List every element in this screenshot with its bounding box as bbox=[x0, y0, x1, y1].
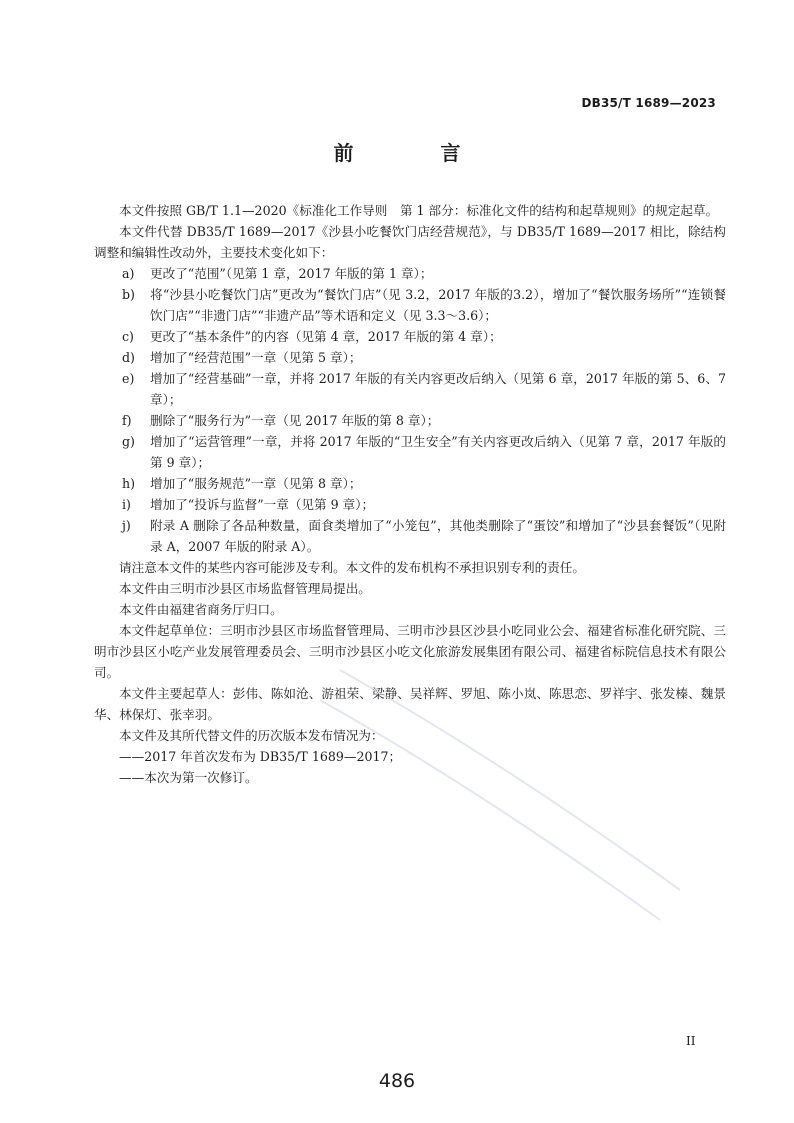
history-intro: 本文件及其所代替文件的历次版本发布情况为： bbox=[119, 728, 384, 743]
intro-paragraph-2: 本文件代替 DB35/T 1689—2017《沙县小吃餐饮门店经营规范》，与 DB35/T 1689—2017 相比，除结构调整和编辑性改动外，主要技术变化如下： bbox=[94, 224, 726, 260]
proposer-statement: 本文件由三明市沙县区市场监督管理局提出。 bbox=[119, 581, 371, 596]
list-item-mark: g) bbox=[122, 434, 135, 449]
list-item-mark: h) bbox=[122, 476, 136, 491]
list-item-text: 更改了“范围”（见第 1 章，2017 年版的第 1 章）； bbox=[150, 266, 433, 281]
list-item-mark: d) bbox=[122, 350, 135, 365]
list-item-mark: c) bbox=[122, 329, 134, 344]
standard-code: DB35/T 1689—2023 bbox=[581, 96, 716, 110]
list-item-text: 增加了“投诉与监督”一章（见第 9 章）； bbox=[150, 497, 375, 512]
changes-list bbox=[94, 263, 726, 557]
list-item bbox=[94, 494, 726, 515]
list-item bbox=[94, 473, 726, 494]
patent-notice: 请注意本文件的某些内容可能涉及专利。本文件的发布机构不承担识别专利的责任。 bbox=[119, 560, 585, 575]
history-item: ——2017 年首次发布为 DB35/T 1689—2017； bbox=[119, 749, 402, 764]
list-item-text: 更改了“基本条件”的内容（见第 4 章，2017 年版的第 4 章）； bbox=[150, 329, 502, 344]
roman-page-number: II bbox=[686, 1034, 696, 1048]
list-item bbox=[94, 347, 726, 368]
list-item bbox=[94, 263, 726, 284]
list-item bbox=[94, 326, 726, 347]
history-item: ——本次为第一次修订。 bbox=[119, 770, 258, 785]
list-item-text: 增加了“经营范围”一章（见第 5 章）； bbox=[150, 350, 362, 365]
intro-paragraph-1: 本文件按照 GB/T 1.1—2020《标准化工作导则 第 1 部分：标准化文件的结构和起草规则》的规定起草。 bbox=[119, 203, 719, 218]
list-item-mark: j) bbox=[122, 518, 131, 533]
list-item-mark: f) bbox=[122, 413, 132, 428]
drafters: 本文件主要起草人：彭伟、陈如沧、游祖荣、梁静、吴祥辉、罗旭、陈小岚、陈思恋、罗祥宇、张发榛、魏景华、林保灯、张幸羽。 bbox=[94, 686, 726, 722]
list-item-text: 增加了“运营管理”一章，并将 2017 年版的“卫生安全”有关内容更改后纳入（见第 7 章，2017 年版的第 9 章）； bbox=[150, 434, 726, 470]
list-item-text: 增加了“经营基础”一章，并将 2017 年版的有关内容更改后纳入（见第 6 章，2017 年版的第 5、6、7 章）； bbox=[150, 371, 726, 407]
document-body bbox=[94, 200, 726, 788]
list-item-text: 增加了“服务规范”一章（见第 8 章）； bbox=[150, 476, 362, 491]
list-item-mark: i) bbox=[122, 497, 131, 512]
page-number: 486 bbox=[378, 1070, 416, 1092]
list-item bbox=[94, 284, 726, 326]
list-item bbox=[94, 431, 726, 473]
list-item-text: 删除了“服务行为”一章（见 2017 年版的第 8 章）； bbox=[150, 413, 440, 428]
list-item-mark: b) bbox=[122, 287, 135, 302]
list-item-text: 附录 A 删除了各品种数量，面食类增加了“小笼包”，其他类删除了“蛋饺”和增加了“沙县套餐饭”（见附录 A，2007 年版的附录 A）。 bbox=[150, 518, 726, 554]
list-item bbox=[94, 368, 726, 410]
page-title: 前 言 bbox=[333, 141, 501, 165]
list-item bbox=[94, 515, 726, 557]
drafting-units: 本文件起草单位：三明市沙县区市场监督管理局、三明市沙县区沙县小吃同业公会、福建省标准化研究院、三明市沙县区小吃产业发展管理委员会、三明市沙县区小吃文化旅游发展集团有限公司、福建省标院信息技术有限公司。 bbox=[94, 623, 726, 680]
list-item-text: 将“沙县小吃餐饮门店”更改为“餐饮门店”（见 3.2，2017 年版的3.2），增加了“餐饮服务场所”“连锁餐饮门店”“非遗门店”“非遗产品”等术语和定义（见 3.3～3.6）； bbox=[150, 287, 726, 323]
list-item bbox=[94, 410, 726, 431]
administrator-statement: 本文件由福建省商务厅归口。 bbox=[119, 602, 283, 617]
list-item-mark: e) bbox=[122, 371, 135, 386]
list-item-mark: a) bbox=[122, 266, 135, 281]
